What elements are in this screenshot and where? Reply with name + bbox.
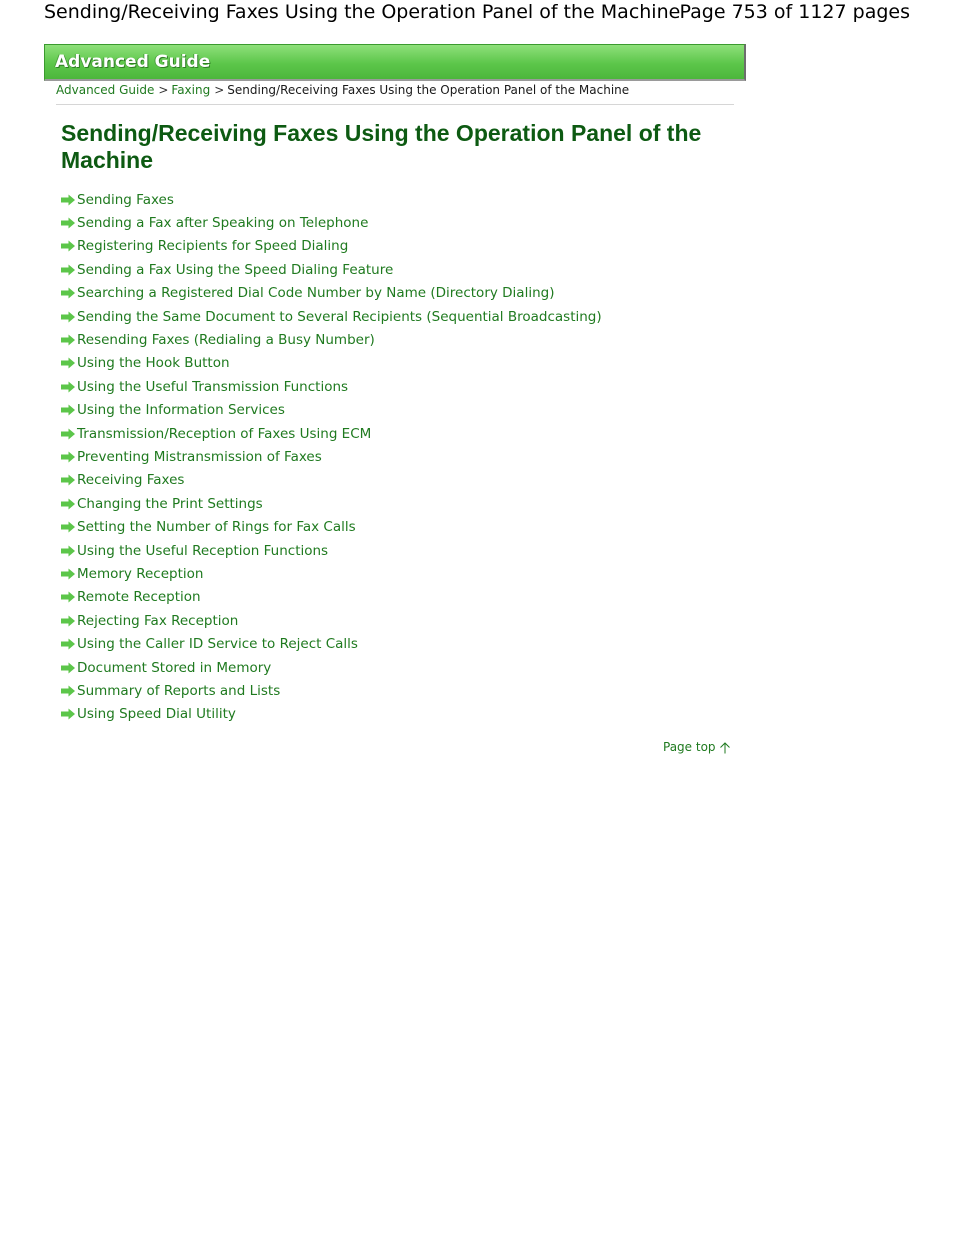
topic-link-label: Using the Useful Transmission Functions (77, 378, 349, 395)
topic-link-label: Sending a Fax after Speaking on Telephone (77, 215, 369, 232)
topic-link-label: Using Speed Dial Utility (77, 706, 236, 723)
arrow-right-icon (60, 428, 76, 440)
topic-link-item[interactable] (60, 609, 602, 632)
arrow-right-icon (60, 404, 76, 416)
arrow-right-icon (60, 615, 76, 627)
banner-label: Advanced Guide (55, 52, 211, 72)
topic-link-item[interactable] (60, 305, 602, 328)
topic-link-label: Rejecting Fax Reception (77, 612, 239, 629)
topic-link-item[interactable] (60, 703, 602, 726)
topic-link-item[interactable] (60, 422, 602, 445)
page-counter: Page 753 of 1127 pages (679, 1, 910, 23)
topic-link-label: Memory Reception (77, 565, 204, 582)
topic-link-item[interactable] (60, 515, 602, 538)
arrow-right-icon (60, 685, 76, 697)
topic-link-label: Sending a Fax Using the Speed Dialing Feature (77, 261, 394, 278)
topic-link-item[interactable] (60, 188, 602, 211)
topic-link-item[interactable] (60, 328, 602, 351)
page-top-label: Page top (663, 740, 716, 754)
topic-link-label: Setting the Number of Rings for Fax Calls (77, 519, 356, 536)
topic-link-label: Sending Faxes (77, 191, 174, 208)
topic-link-item[interactable] (60, 211, 602, 234)
arrow-right-icon (60, 474, 76, 486)
arrow-right-icon (60, 194, 76, 206)
topic-link-item[interactable] (60, 399, 602, 422)
topic-link-item[interactable] (60, 539, 602, 562)
topic-link-label: Remote Reception (77, 589, 201, 606)
breadcrumb (56, 83, 734, 105)
arrow-right-icon (60, 545, 76, 557)
page-top-link[interactable] (663, 740, 731, 754)
breadcrumb-current: Sending/Receiving Faxes Using the Operation Panel of the Machine (227, 83, 630, 97)
topic-link-item[interactable] (60, 375, 602, 398)
up-arrow-icon (719, 741, 731, 754)
arrow-right-icon (60, 662, 76, 674)
topic-link-item[interactable] (60, 352, 602, 375)
arrow-right-icon (60, 498, 76, 510)
arrow-right-icon (60, 638, 76, 650)
topic-link-label: Receiving Faxes (77, 472, 185, 489)
pdf-page-header (0, 0, 954, 28)
arrow-right-icon (60, 451, 76, 463)
arrow-right-icon (60, 357, 76, 369)
topic-link-label: Preventing Mistransmission of Faxes (77, 448, 322, 465)
topic-link-label: Using the Caller ID Service to Reject Calls (77, 636, 358, 653)
breadcrumb-separator: > (214, 83, 225, 97)
topic-link-label: Document Stored in Memory (77, 659, 272, 676)
page-title: Sending/Receiving Faxes Using the Operation Panel of the Machine (61, 120, 702, 173)
topic-link-label: Summary of Reports and Lists (77, 682, 281, 699)
arrow-right-icon (60, 264, 76, 276)
topic-link-label: Searching a Registered Dial Code Number by Name (Directory Dialing) (77, 285, 555, 302)
topic-link-label: Using the Hook Button (77, 355, 230, 372)
topic-link-label: Registering Recipients for Speed Dialing (77, 238, 349, 255)
topic-link-item[interactable] (60, 282, 602, 305)
topic-link-item[interactable] (60, 586, 602, 609)
topic-link-item[interactable] (60, 469, 602, 492)
arrow-right-icon (60, 311, 76, 323)
breadcrumb-link-advanced-guide[interactable]: Advanced Guide (56, 83, 155, 97)
topic-link-item[interactable] (60, 492, 602, 515)
topic-link-item[interactable] (60, 679, 602, 702)
topic-link-item[interactable] (60, 632, 602, 655)
topic-link-label: Using the Information Services (77, 402, 285, 419)
topic-link-list (60, 188, 602, 726)
arrow-right-icon (60, 240, 76, 252)
topic-link-label: Sending the Same Document to Several Recipients (Sequential Broadcasting) (77, 308, 602, 325)
topic-link-item[interactable] (60, 258, 602, 281)
topic-link-label: Changing the Print Settings (77, 495, 263, 512)
breadcrumb-separator: > (158, 83, 169, 97)
arrow-right-icon (60, 591, 76, 603)
topic-link-item[interactable] (60, 235, 602, 258)
topic-link-item[interactable] (60, 562, 602, 585)
document-title: Sending/Receiving Faxes Using the Operation Panel of the Machine (44, 1, 681, 23)
arrow-right-icon (60, 217, 76, 229)
arrow-right-icon (60, 381, 76, 393)
arrow-right-icon (60, 334, 76, 346)
arrow-right-icon (60, 287, 76, 299)
advanced-guide-banner (44, 44, 746, 81)
breadcrumb-link-faxing[interactable]: Faxing (171, 83, 211, 97)
topic-link-item[interactable] (60, 445, 602, 468)
topic-link-label: Using the Useful Reception Functions (77, 542, 329, 559)
arrow-right-icon (60, 521, 76, 533)
topic-link-label: Resending Faxes (Redialing a Busy Number) (77, 332, 375, 349)
topic-link-item[interactable] (60, 656, 602, 679)
topic-link-label: Transmission/Reception of Faxes Using ECM (77, 425, 372, 442)
arrow-right-icon (60, 568, 76, 580)
arrow-right-icon (60, 708, 76, 720)
